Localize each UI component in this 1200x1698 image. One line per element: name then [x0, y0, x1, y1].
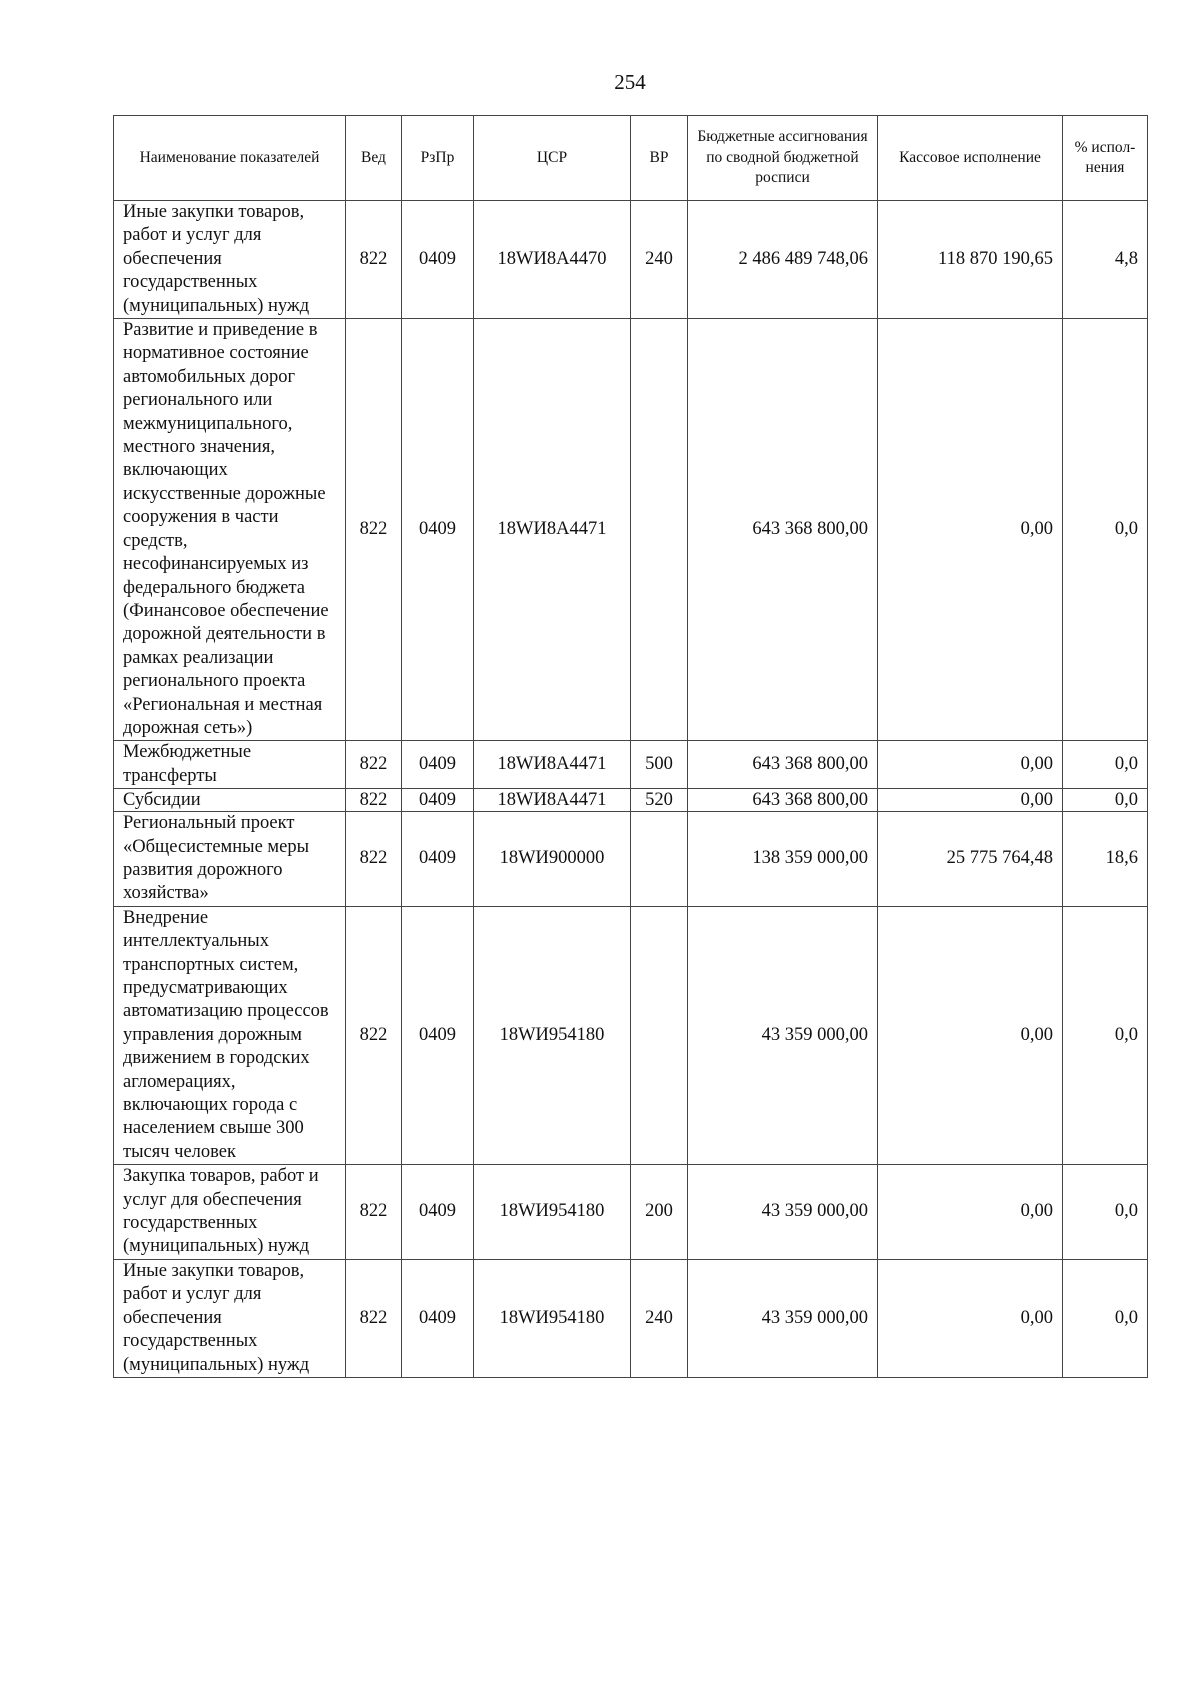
row-csr: 18WИ954180 [474, 1165, 631, 1260]
table-row [114, 906, 1148, 1164]
row-name: Закупка товаров, работ и услуг для обеспечения государственных (муниципальных) нужд [114, 1165, 346, 1260]
header-vr: ВР [631, 116, 688, 201]
row-ved: 822 [346, 906, 402, 1164]
row-vr: 200 [631, 1165, 688, 1260]
row-vr: 240 [631, 1259, 688, 1377]
header-csr: ЦСР [474, 116, 631, 201]
row-ved: 822 [346, 789, 402, 812]
row-rzpr: 0409 [402, 741, 474, 789]
row-vr [631, 812, 688, 907]
row-rzpr: 0409 [402, 319, 474, 741]
row-csr: 18WИ900000 [474, 812, 631, 907]
row-cash: 118 870 190,65 [878, 201, 1063, 319]
row-cash: 25 775 764,48 [878, 812, 1063, 907]
row-budget: 643 368 800,00 [688, 741, 878, 789]
table-row [114, 812, 1148, 907]
row-budget: 43 359 000,00 [688, 1259, 878, 1377]
row-budget: 643 368 800,00 [688, 789, 878, 812]
row-percent: 0,0 [1063, 319, 1148, 741]
row-ved: 822 [346, 1165, 402, 1260]
row-ved: 822 [346, 201, 402, 319]
row-ved: 822 [346, 1259, 402, 1377]
row-cash: 0,00 [878, 906, 1063, 1164]
row-budget: 643 368 800,00 [688, 319, 878, 741]
table-row [114, 201, 1148, 319]
row-cash: 0,00 [878, 741, 1063, 789]
row-name: Внедрение интеллектуальных транспортных систем, предусматривающих автоматизацию процессов управления дорожным движением в городских агломерациях, включающих города с населением свыше 300 тысяч человек [114, 906, 346, 1164]
row-rzpr: 0409 [402, 201, 474, 319]
row-csr: 18WИ954180 [474, 906, 631, 1164]
row-percent: 4,8 [1063, 201, 1148, 319]
row-csr: 18WИ954180 [474, 1259, 631, 1377]
row-budget: 43 359 000,00 [688, 906, 878, 1164]
row-csr: 18WИ8А4471 [474, 319, 631, 741]
row-rzpr: 0409 [402, 812, 474, 907]
row-csr: 18WИ8А4471 [474, 741, 631, 789]
row-name: Развитие и приведение в нормативное состояние автомобильных дорог регионального или межмуниципального, местного значения, включающих искусственные дорожные сооружения в части средств, несофинансируемых из федерального бюджета (Финансовое обеспечение дорожной деятельности в рамках реализации регионального проекта «Региональная и местная дорожная сеть») [114, 319, 346, 741]
row-rzpr: 0409 [402, 906, 474, 1164]
table-row [114, 741, 1148, 789]
row-rzpr: 0409 [402, 1259, 474, 1377]
row-percent: 0,0 [1063, 789, 1148, 812]
row-csr: 18WИ8А4470 [474, 201, 631, 319]
row-percent: 0,0 [1063, 741, 1148, 789]
page-number: 254 [614, 70, 646, 94]
row-rzpr: 0409 [402, 1165, 474, 1260]
header-rzpr: РзПр [402, 116, 474, 201]
row-ved: 822 [346, 319, 402, 741]
row-budget: 138 359 000,00 [688, 812, 878, 907]
row-csr: 18WИ8А4471 [474, 789, 631, 812]
row-cash: 0,00 [878, 319, 1063, 741]
header-percent: % испол-нения [1063, 116, 1148, 201]
table-row [114, 319, 1148, 741]
row-rzpr: 0409 [402, 789, 474, 812]
header-budget: Бюджетные ассигнования по сводной бюджетной росписи [688, 116, 878, 201]
row-ved: 822 [346, 741, 402, 789]
row-vr: 500 [631, 741, 688, 789]
row-percent: 0,0 [1063, 1259, 1148, 1377]
row-cash: 0,00 [878, 1165, 1063, 1260]
header-ved: Вед [346, 116, 402, 201]
row-percent: 0,0 [1063, 1165, 1148, 1260]
row-percent: 0,0 [1063, 906, 1148, 1164]
row-vr: 240 [631, 201, 688, 319]
row-name: Региональный проект «Общесистемные меры развития дорожного хозяйства» [114, 812, 346, 907]
table-row [114, 1259, 1148, 1377]
row-cash: 0,00 [878, 1259, 1063, 1377]
budget-execution-table [113, 115, 1148, 1378]
row-budget: 2 486 489 748,06 [688, 201, 878, 319]
row-vr [631, 906, 688, 1164]
table-row [114, 789, 1148, 812]
row-cash: 0,00 [878, 789, 1063, 812]
row-name: Иные закупки товаров, работ и услуг для обеспечения государственных (муниципальных) нужд [114, 1259, 346, 1377]
row-vr: 520 [631, 789, 688, 812]
row-vr [631, 319, 688, 741]
header-name: Наименование показателей [114, 116, 346, 201]
row-percent: 18,6 [1063, 812, 1148, 907]
row-name: Иные закупки товаров, работ и услуг для обеспечения государственных (муниципальных) нужд [114, 201, 346, 319]
row-name: Субсидии [114, 789, 346, 812]
row-budget: 43 359 000,00 [688, 1165, 878, 1260]
header-cash: Кассовое исполнение [878, 116, 1063, 201]
row-ved: 822 [346, 812, 402, 907]
table-row [114, 1165, 1148, 1260]
row-name: Межбюджетные трансферты [114, 741, 346, 789]
table-header-row [114, 116, 1148, 201]
